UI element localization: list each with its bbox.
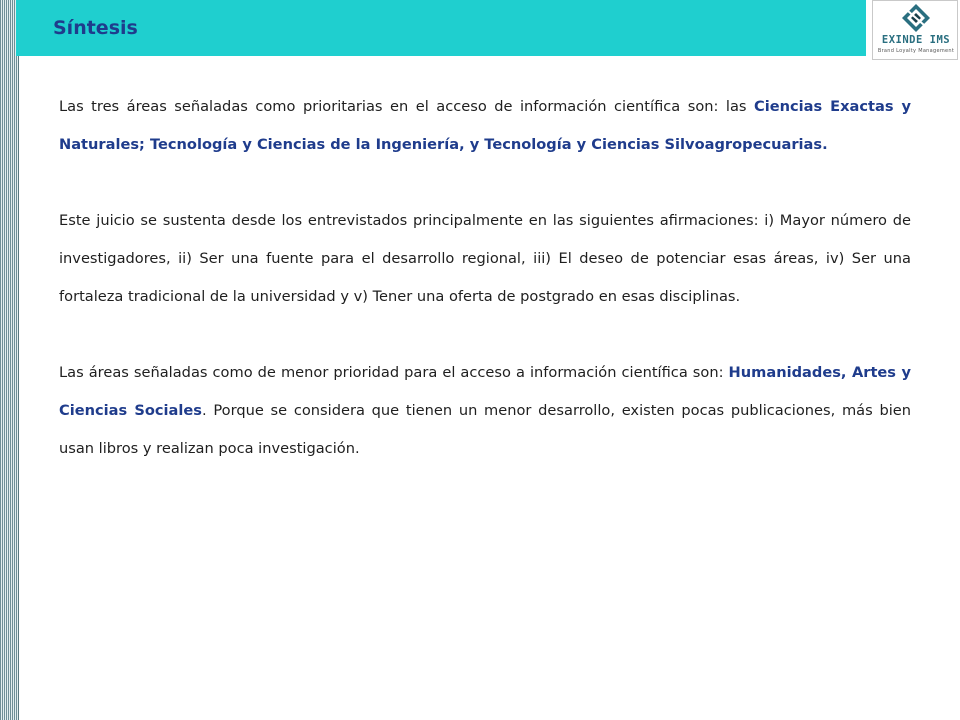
paragraph-3-text-after: . Porque se considera que tienen un menor desarrollo, existen pocas publicaciones, más bien usan libros y realizan poca investigación. [59, 402, 911, 457]
logo-container [866, 0, 960, 60]
body-text [59, 88, 911, 506]
paragraph-1-highlight: Ciencias Exactas y Naturales; Tecnología y Ciencias de la Ingeniería, y Tecnología y Ciencias Silvoagropecuarias. [59, 98, 911, 153]
logo-wordmark: EXINDE IMS [881, 34, 951, 46]
diamond-logo-icon [899, 3, 933, 35]
paragraph-3 [59, 354, 911, 468]
paragraph-1-text: Las tres áreas señaladas como prioritarias en el acceso de información científica son: las [59, 98, 755, 115]
paragraph-1 [59, 88, 911, 164]
paragraph-3-text: Las áreas señaladas como de menor prioridad para el acceso a información científica son: [59, 364, 729, 381]
paragraph-3-highlight: Humanidades, Artes y Ciencias Sociales [59, 364, 911, 419]
left-striped-border [0, 0, 18, 720]
header-bar [16, 0, 866, 56]
paragraph-2: Este juicio se sustenta desde los entrevistados principalmente en las siguientes afirmaciones: i) Mayor número de investigadores, ii) Ser una fuente para el desarrollo regional, iii) El deseo de potenciar esas áreas, iv) Ser una fortaleza tradicional de la universidad y v) Tener una oferta de postgrado en esas disciplinas. [59, 212, 911, 305]
logo-tagline: Brand Loyalty Management [877, 48, 955, 54]
logo-frame [872, 0, 958, 60]
left-border-edge [18, 0, 19, 720]
slide-title: Síntesis [53, 17, 138, 39]
